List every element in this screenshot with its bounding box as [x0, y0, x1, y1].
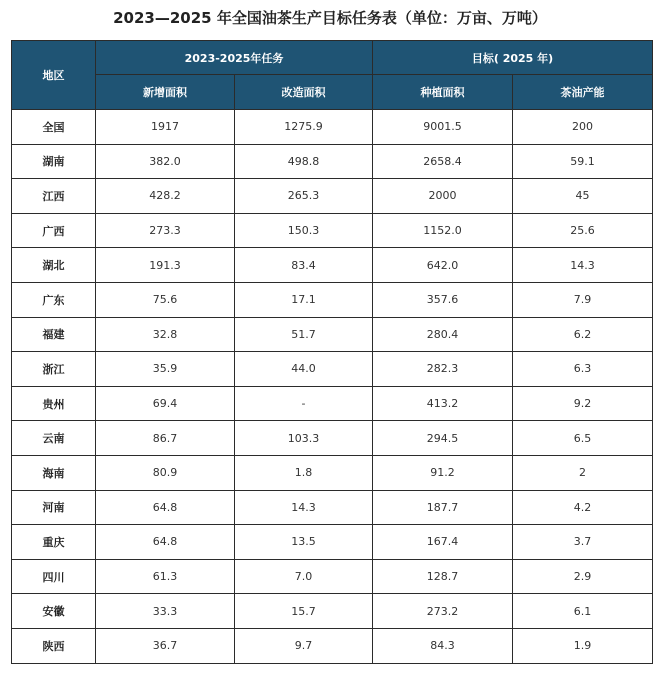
region-cell: 河南 [12, 490, 96, 525]
new-area-cell: 80.9 [96, 455, 235, 490]
renovate-area-cell: 44.0 [235, 352, 373, 387]
region-cell: 安徽 [12, 594, 96, 629]
region-cell: 广东 [12, 282, 96, 317]
table-row [12, 213, 653, 248]
oil-capacity-cell: 9.2 [513, 386, 653, 421]
table-row [12, 352, 653, 387]
new-area-cell: 32.8 [96, 317, 235, 352]
region-cell: 全国 [12, 110, 96, 145]
region-cell: 江西 [12, 179, 96, 214]
plant-area-cell: 91.2 [373, 455, 513, 490]
region-cell: 湖南 [12, 144, 96, 179]
table-row [12, 282, 653, 317]
region-header: 地区 [12, 41, 96, 110]
plant-area-cell: 1152.0 [373, 213, 513, 248]
region-cell: 海南 [12, 455, 96, 490]
new-area-cell: 64.8 [96, 525, 235, 560]
plant-area-cell: 413.2 [373, 386, 513, 421]
new-area-cell: 33.3 [96, 594, 235, 629]
oil-capacity-cell: 6.1 [513, 594, 653, 629]
plant-area-cell: 282.3 [373, 352, 513, 387]
new-area-cell: 64.8 [96, 490, 235, 525]
table-body [12, 110, 653, 664]
page-title: 2023—2025 年全国油茶生产目标任务表（单位：万亩、万吨） [113, 9, 547, 27]
region-cell: 云南 [12, 421, 96, 456]
new-area-cell: 35.9 [96, 352, 235, 387]
plant-area-cell: 84.3 [373, 628, 513, 663]
oil-capacity-cell: 6.3 [513, 352, 653, 387]
region-cell: 贵州 [12, 386, 96, 421]
oil-capacity-cell: 4.2 [513, 490, 653, 525]
renovate-area-cell: 7.0 [235, 559, 373, 594]
oil-capacity-cell: 14.3 [513, 248, 653, 283]
renovate-area-cell: 14.3 [235, 490, 373, 525]
oil-capacity-cell: 25.6 [513, 213, 653, 248]
plant-area-cell: 128.7 [373, 559, 513, 594]
region-cell: 广西 [12, 213, 96, 248]
new-area-header: 新增面积 [96, 75, 235, 110]
region-cell: 陕西 [12, 628, 96, 663]
renovate-area-header: 改造面积 [235, 75, 373, 110]
plant-area-cell: 9001.5 [373, 110, 513, 145]
new-area-cell: 69.4 [96, 386, 235, 421]
plant-area-cell: 167.4 [373, 525, 513, 560]
region-cell: 湖北 [12, 248, 96, 283]
new-area-cell: 61.3 [96, 559, 235, 594]
renovate-area-cell: 265.3 [235, 179, 373, 214]
plant-area-cell: 2000 [373, 179, 513, 214]
plant-area-cell: 280.4 [373, 317, 513, 352]
table-row [12, 144, 653, 179]
plant-area-cell: 357.6 [373, 282, 513, 317]
plant-area-cell: 642.0 [373, 248, 513, 283]
renovate-area-cell: 9.7 [235, 628, 373, 663]
table-row [12, 628, 653, 663]
region-cell: 重庆 [12, 525, 96, 560]
oil-capacity-cell: 2 [513, 455, 653, 490]
table-row [12, 525, 653, 560]
oil-capacity-cell: 1.9 [513, 628, 653, 663]
table-row [12, 248, 653, 283]
table-row [12, 386, 653, 421]
plant-area-cell: 273.2 [373, 594, 513, 629]
new-area-cell: 86.7 [96, 421, 235, 456]
renovate-area-cell: 15.7 [235, 594, 373, 629]
task-group-header: 2023-2025年任务 [96, 41, 373, 75]
oil-capacity-cell: 3.7 [513, 525, 653, 560]
table-row [12, 179, 653, 214]
oil-capacity-cell: 6.2 [513, 317, 653, 352]
table-row [12, 594, 653, 629]
new-area-cell: 428.2 [96, 179, 235, 214]
renovate-area-cell: 13.5 [235, 525, 373, 560]
target-group-header: 目标( 2025 年) [373, 41, 653, 75]
plant-area-header: 种植面积 [373, 75, 513, 110]
plant-area-cell: 187.7 [373, 490, 513, 525]
renovate-area-cell: 51.7 [235, 317, 373, 352]
table-row [12, 455, 653, 490]
renovate-area-cell: 150.3 [235, 213, 373, 248]
new-area-cell: 75.6 [96, 282, 235, 317]
region-cell: 浙江 [12, 352, 96, 387]
plant-area-cell: 294.5 [373, 421, 513, 456]
new-area-cell: 273.3 [96, 213, 235, 248]
table-row [12, 421, 653, 456]
oil-capacity-cell: 2.9 [513, 559, 653, 594]
oil-capacity-cell: 59.1 [513, 144, 653, 179]
new-area-cell: 191.3 [96, 248, 235, 283]
oil-capacity-header: 茶油产能 [513, 75, 653, 110]
target-task-table [11, 40, 653, 664]
new-area-cell: 1917 [96, 110, 235, 145]
renovate-area-cell: 1.8 [235, 455, 373, 490]
table-row [12, 110, 653, 145]
oil-capacity-cell: 7.9 [513, 282, 653, 317]
oil-capacity-cell: 6.5 [513, 421, 653, 456]
new-area-cell: 36.7 [96, 628, 235, 663]
oil-capacity-cell: 45 [513, 179, 653, 214]
region-cell: 福建 [12, 317, 96, 352]
renovate-area-cell: 1275.9 [235, 110, 373, 145]
oil-capacity-cell: 200 [513, 110, 653, 145]
renovate-area-cell: 498.8 [235, 144, 373, 179]
renovate-area-cell: 83.4 [235, 248, 373, 283]
plant-area-cell: 2658.4 [373, 144, 513, 179]
table-row [12, 317, 653, 352]
region-cell: 四川 [12, 559, 96, 594]
table-row [12, 490, 653, 525]
renovate-area-cell: 103.3 [235, 421, 373, 456]
new-area-cell: 382.0 [96, 144, 235, 179]
renovate-area-cell: 17.1 [235, 282, 373, 317]
table-row [12, 559, 653, 594]
renovate-area-cell: - [235, 386, 373, 421]
